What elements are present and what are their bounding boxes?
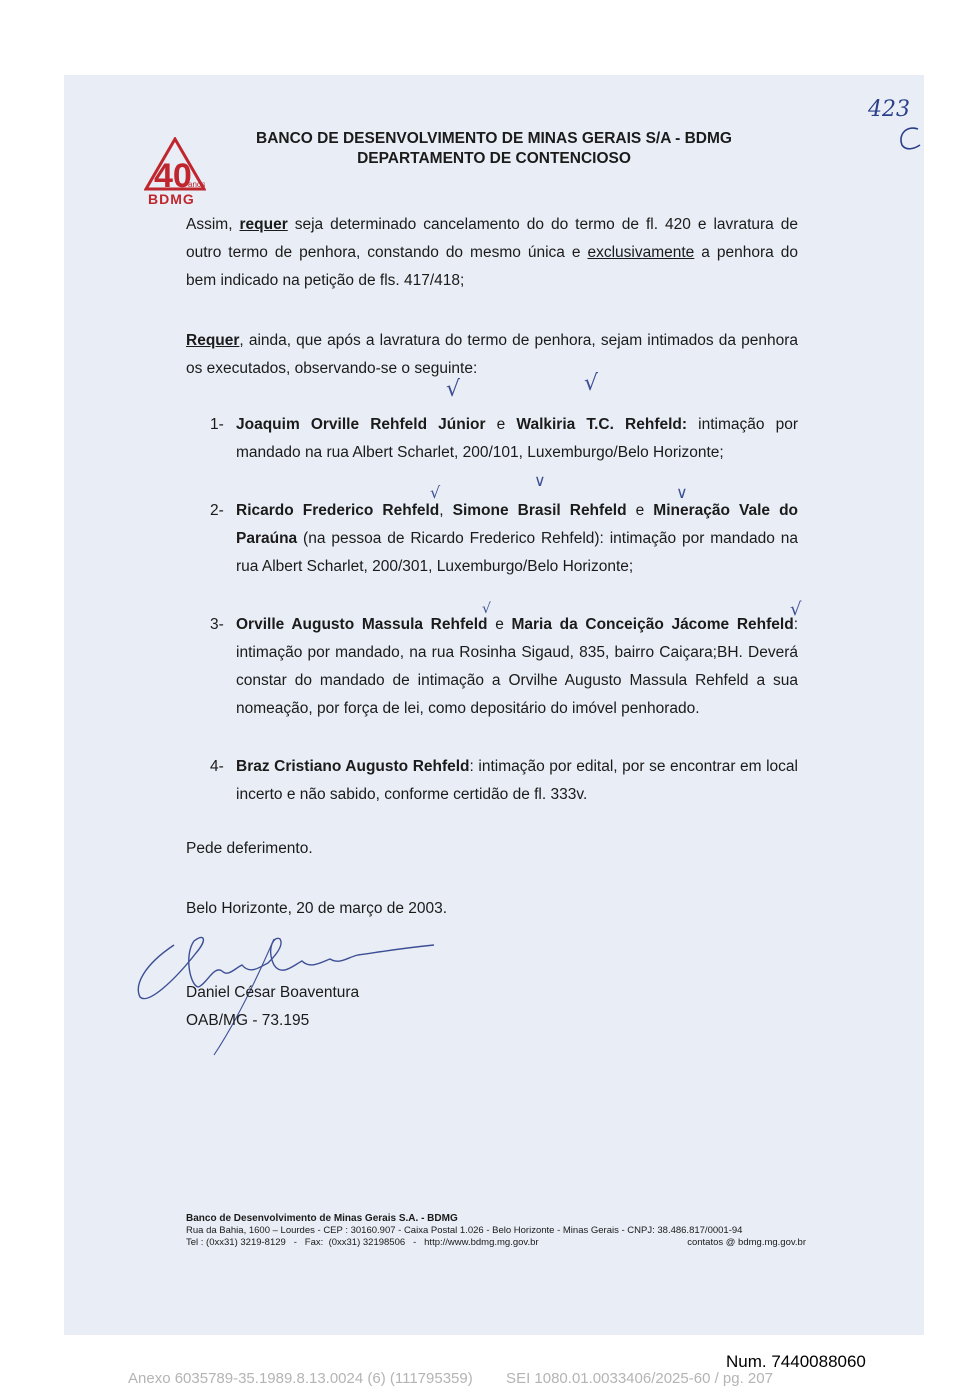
check-mark-icon: √	[584, 371, 599, 396]
check-mark-icon: √	[446, 377, 461, 402]
check-mark-icon: √	[482, 601, 491, 617]
page-annotation-mark	[896, 123, 922, 153]
check-mark-icon: ∨	[534, 471, 546, 490]
list-item: Orville Augusto Massula Rehfeld e Maria da Conceição Jácome Rehfeld: intimação por mandado, na rua Rosinha Sigaud, 835, bairro Caiçara;BH. Deverá constar do mandado de intimação a Orvilhe Augusto Massula Rehfeld a sua nomeação, por força de lei, como depositário do imóvel penhorado.	[236, 616, 798, 717]
footer-address: Rua da Bahia, 1600 – Lourdes - CEP : 30160.907 - Caixa Postal 1.026 - Belo Horizonte - Minas Gerais - CNPJ: 38.486.817/0001-94	[186, 1225, 743, 1236]
item-number: 4-	[210, 758, 224, 775]
footer-email: contatos @ bdmg.mg.gov.br	[687, 1237, 806, 1248]
logo-sub: anos	[188, 180, 206, 189]
requer-emphasis: requer	[239, 216, 288, 233]
scanned-document	[64, 75, 924, 1335]
annex-reference: Anexo 6035789-35.1989.8.13.0024 (6) (111795359) SEI 1080.01.0033406/2025-60 / pg. 207	[128, 1370, 773, 1387]
document-number: Num. 7440088060	[726, 1352, 866, 1371]
header-bank-name: BANCO DE DESENVOLVIMENTO DE MINAS GERAIS S/A - BDMG	[256, 130, 732, 147]
list-item: Joaquim Orville Rehfeld Júnior e Walkiria T.C. Rehfeld: intimação por mandado na rua Albert Scharlet, 200/101, Luxemburgo/Belo Horizonte;	[236, 416, 799, 461]
footer-title: Banco de Desenvolvimento de Minas Gerais S.A. - BDMG	[186, 1213, 458, 1224]
place-date: Belo Horizonte, 20 de março de 2003.	[186, 900, 448, 917]
page-annotation: 423	[868, 97, 910, 122]
document-footer	[186, 1213, 806, 1249]
footer-contacts: Tel : (0xx31) 3219-8129 - Fax: (0xx31) 32198506 - http://www.bdmg.mg.gov.br	[186, 1237, 539, 1248]
logo-number: 40	[154, 157, 192, 195]
requer-heading: Requer	[186, 332, 240, 349]
paragraph-request-intimation: Requer, ainda, que após a lavratura do termo de penhora, sejam intimados da penhora os executados, observando-se o seguinte:	[186, 332, 798, 377]
item-number: 1-	[210, 416, 224, 433]
item-number: 2-	[210, 502, 224, 519]
list-item: Ricardo Frederico Rehfeld, Simone Brasil Rehfeld e Mineração Vale do Paraúna (na pessoa de Ricardo Frederico Rehfeld): intimação por mandado na rua Albert Scharlet, 200/301, Luxemburgo/Belo Horizonte;	[236, 502, 799, 575]
closing-text: Pede deferimento.	[186, 840, 313, 857]
check-mark-icon: √	[430, 483, 441, 502]
item-number: 3-	[210, 616, 224, 633]
signer-oab: OAB/MG - 73.195	[186, 1012, 310, 1029]
exclusivamente-emphasis: exclusivamente	[587, 244, 695, 261]
paragraph-request-cancel: Assim, requer seja determinado cancelamento do do termo de fl. 420 e lavratura de outro termo de penhora, constando do mesmo única e exclusivamente a penhora do bem indicado na petição de fls. 417/418;	[186, 216, 798, 289]
check-mark-icon: √	[790, 599, 802, 620]
check-mark-icon: ∨	[676, 483, 688, 502]
logo-name: BDMG	[148, 191, 195, 207]
signer-name: Daniel César Boaventura	[186, 984, 360, 1001]
header-department: DEPARTAMENTO DE CONTENCIOSO	[357, 150, 631, 167]
list-item: Braz Cristiano Augusto Rehfeld: intimação por edital, por se encontrar em local incerto e não sabido, conforme certidão de fl. 333v.	[236, 758, 798, 803]
